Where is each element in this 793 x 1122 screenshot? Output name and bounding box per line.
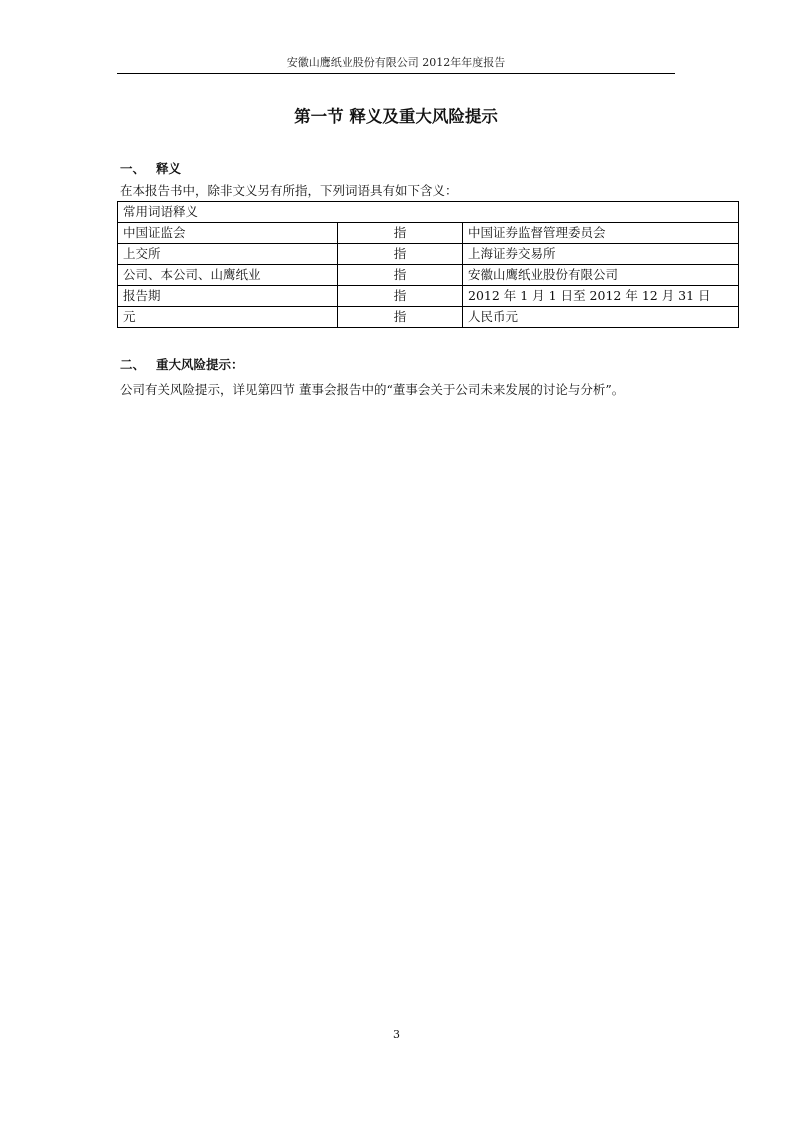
term-cell: 中国证监会 [118, 223, 338, 244]
table-row [118, 223, 739, 244]
term-cell: 公司、本公司、山鹰纸业 [118, 265, 338, 286]
relation-cell: 指 [338, 244, 463, 265]
relation-cell: 指 [338, 265, 463, 286]
relation-cell: 指 [338, 223, 463, 244]
meaning-cell: 中国证券监督管理委员会 [463, 223, 739, 244]
section-1-number: 一、 [120, 161, 146, 176]
table-row [118, 286, 739, 307]
definitions-intro: 在本报告书中，除非文义另有所指，下列词语具有如下含义： [120, 183, 458, 198]
risk-notice-paragraph: 公司有关风险提示，详见第四节 董事会报告中的“董事会关于公司未来发展的讨论与分析”。 [120, 382, 625, 397]
section-title: 第一节 释义及重大风险提示 [294, 107, 498, 126]
page-number: 3 [393, 1028, 400, 1041]
section-2-heading-text: 重大风险提示： [156, 357, 244, 372]
meaning-cell: 上海证券交易所 [463, 244, 739, 265]
section-1-heading-text: 释义 [156, 161, 182, 176]
section-2-heading [120, 357, 244, 373]
table-row [118, 265, 739, 286]
relation-cell: 指 [338, 286, 463, 307]
section-2-number: 二、 [120, 357, 146, 372]
term-cell: 报告期 [118, 286, 338, 307]
definitions-table-header-row [118, 202, 739, 223]
term-cell: 元 [118, 307, 338, 328]
meaning-cell: 2012 年 1 月 1 日至 2012 年 12 月 31 日 [463, 286, 739, 307]
meaning-cell: 安徽山鹰纸业股份有限公司 [463, 265, 739, 286]
definitions-table [117, 201, 739, 328]
meaning-cell: 人民币元 [463, 307, 739, 328]
term-cell: 上交所 [118, 244, 338, 265]
table-row [118, 307, 739, 328]
header-divider [117, 73, 675, 74]
page-header: 安徽山鹰纸业股份有限公司 2012年年度报告 [286, 56, 506, 69]
definitions-table-header: 常用词语释义 [118, 202, 739, 223]
relation-cell: 指 [338, 307, 463, 328]
section-1-heading [120, 161, 181, 177]
table-row [118, 244, 739, 265]
